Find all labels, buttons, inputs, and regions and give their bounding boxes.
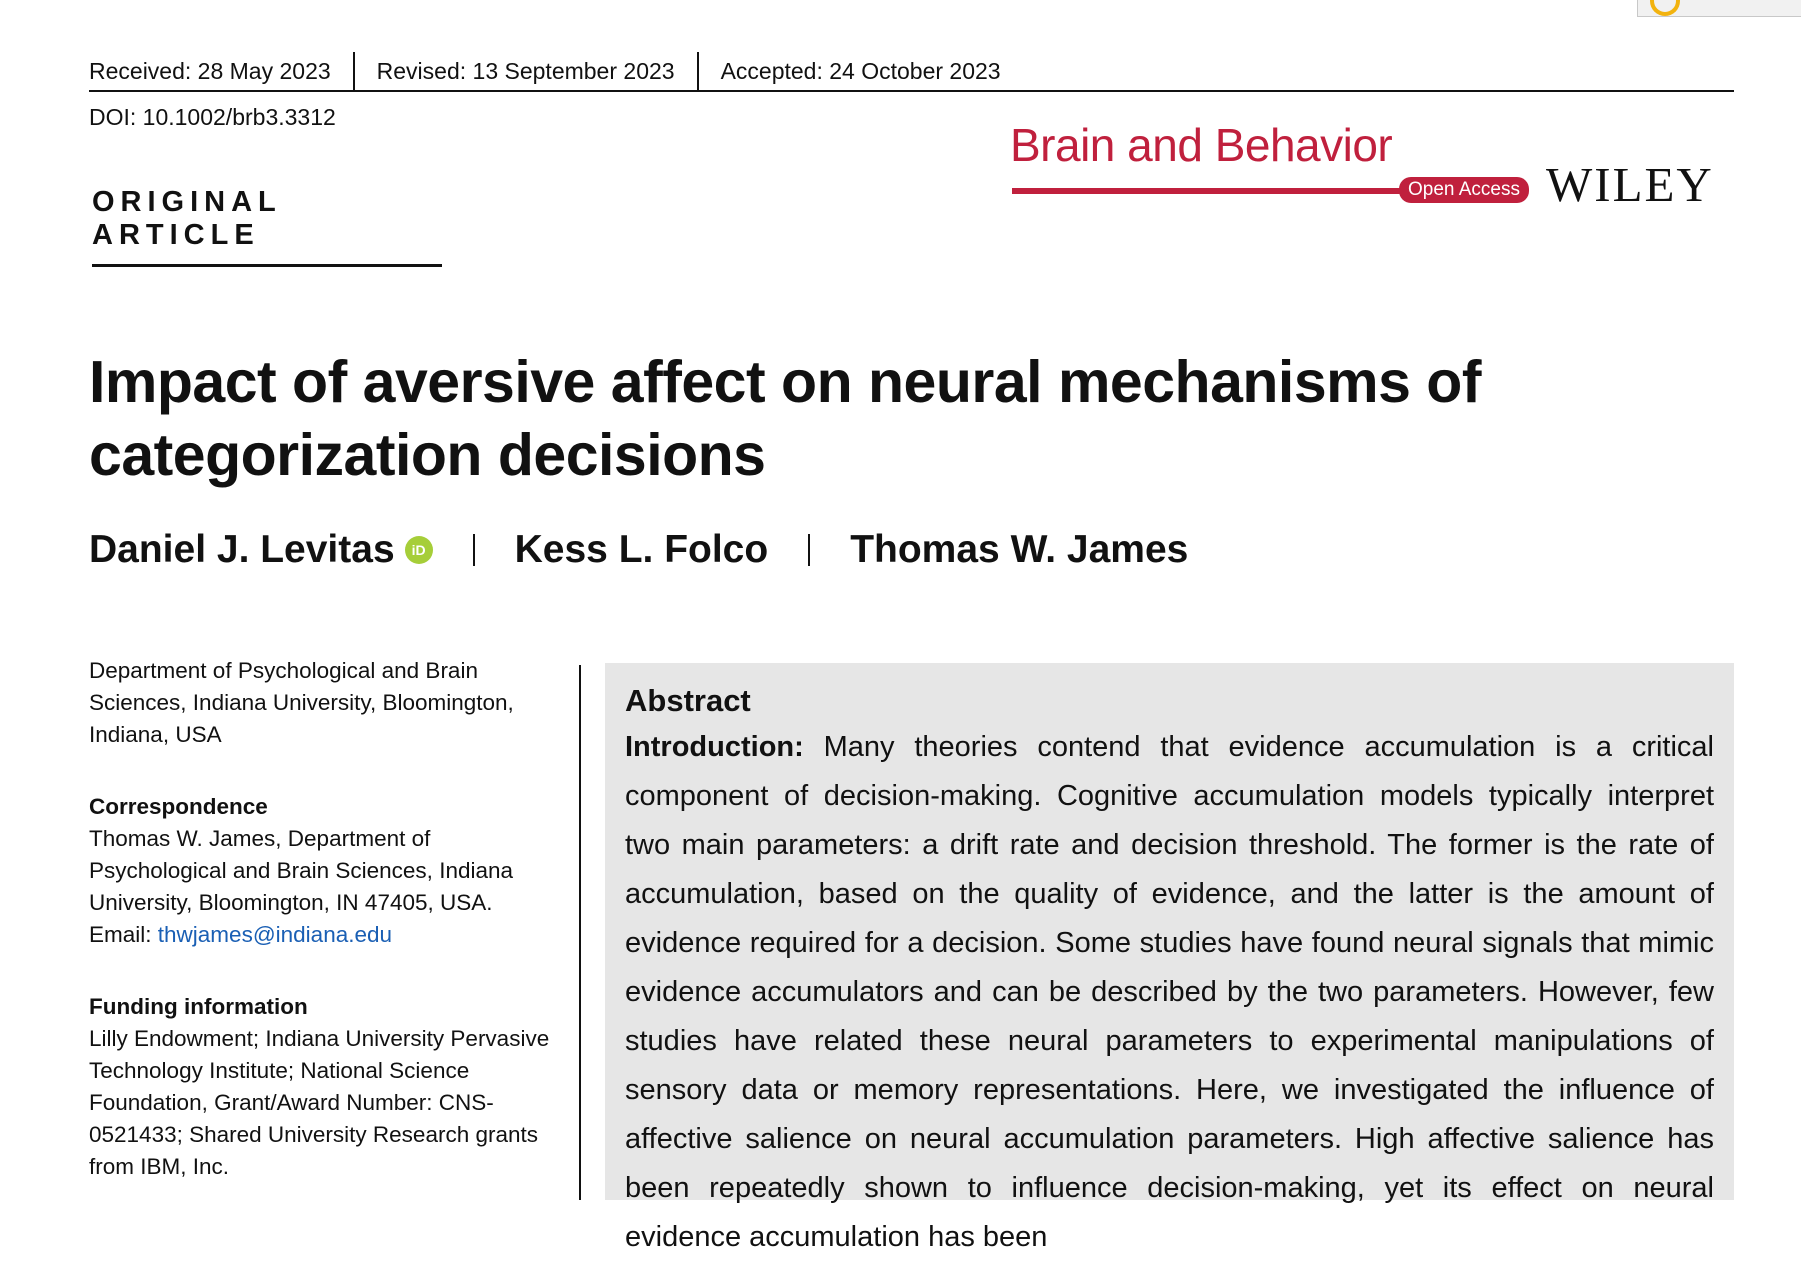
article-info-sidebar [89,655,569,1223]
email-line [89,919,569,951]
article-type-label: ORIGINAL ARTICLE [92,186,442,267]
affiliation-text: Department of Psychological and Brain Sciences, Indiana University, Bloomington, Indiana, USA [89,658,514,747]
author-name: Thomas W. James [850,528,1189,571]
abstract-introduction-label: Introduction: [625,731,804,763]
author-name: Kess L. Folco [514,528,769,571]
date-divider [697,52,699,90]
accepted-date: Accepted: 24 October 2023 [720,57,1001,84]
author-name: Daniel J. Levitas [89,528,395,571]
journal-name: Brain and Behavior [1010,119,1393,171]
received-date: Received: 28 May 2023 [89,57,331,84]
funding-text: Lilly Endowment; Indiana University Pervasive Technology Institute; National Science Foundation, Grant/Award Number: CNS-0521433; Shared University Research grants from IBM, Inc. [89,1026,550,1179]
article-title: Impact of aversive affect on neural mechanisms of categorization decisions [89,348,1481,488]
abstract-box [605,663,1734,1253]
doi[interactable]: DOI: 10.1002/brb3.3312 [89,104,336,130]
revised-date: Revised: 13 September 2023 [376,57,675,84]
affiliation-section [89,655,569,751]
date-divider [353,52,355,90]
abstract-heading: Abstract [625,683,751,718]
author-divider [473,534,475,566]
open-access-badge: Open Access [1399,177,1529,203]
correspondence-text: Thomas W. James, Department of Psychological and Brain Sciences, Indiana University, Bloomington, IN 47405, USA. [89,826,514,915]
email-link[interactable]: thwjames@indiana.edu [157,922,393,947]
abstract-introduction-text: Many theories contend that evidence accumulation is a critical component of decision-making. Cognitive accumulation models typically interpret two main parameters: a drift rate and decision threshold. The former is the rate of accumulation, based on the quality of evidence, and the latter is the amount of evidence required for a decision. Some studies have found neural signals that mimic evidence accumulators and can be described by the two parameters. However, few studies have related these neural parameters to experimental manipulations of sensory data or memory representations. Here, we investigated the influence of affective salience on neural accumulation parameters. High affective salience has been repeatedly shown to influence decision-making, yet its effect on neural evidence accumulation has been [625,731,1715,1253]
column-divider [579,665,581,1200]
funding-section [89,991,569,1183]
article-dates [89,52,1734,92]
author-divider [808,534,810,566]
loading-icon [1650,0,1680,16]
corner-widget [1637,0,1801,17]
journal-logo [1006,118,1546,208]
correspondence-heading: Correspondence [89,794,268,819]
abstract-text [625,723,1714,1262]
email-label: Email: [89,922,152,947]
funding-heading: Funding information [89,994,308,1019]
orcid-icon[interactable]: iD [405,536,433,564]
journal-rule [1012,188,1402,194]
correspondence-section [89,791,569,951]
author-list [89,528,1188,572]
publisher-logo: WILEY [1546,157,1714,212]
